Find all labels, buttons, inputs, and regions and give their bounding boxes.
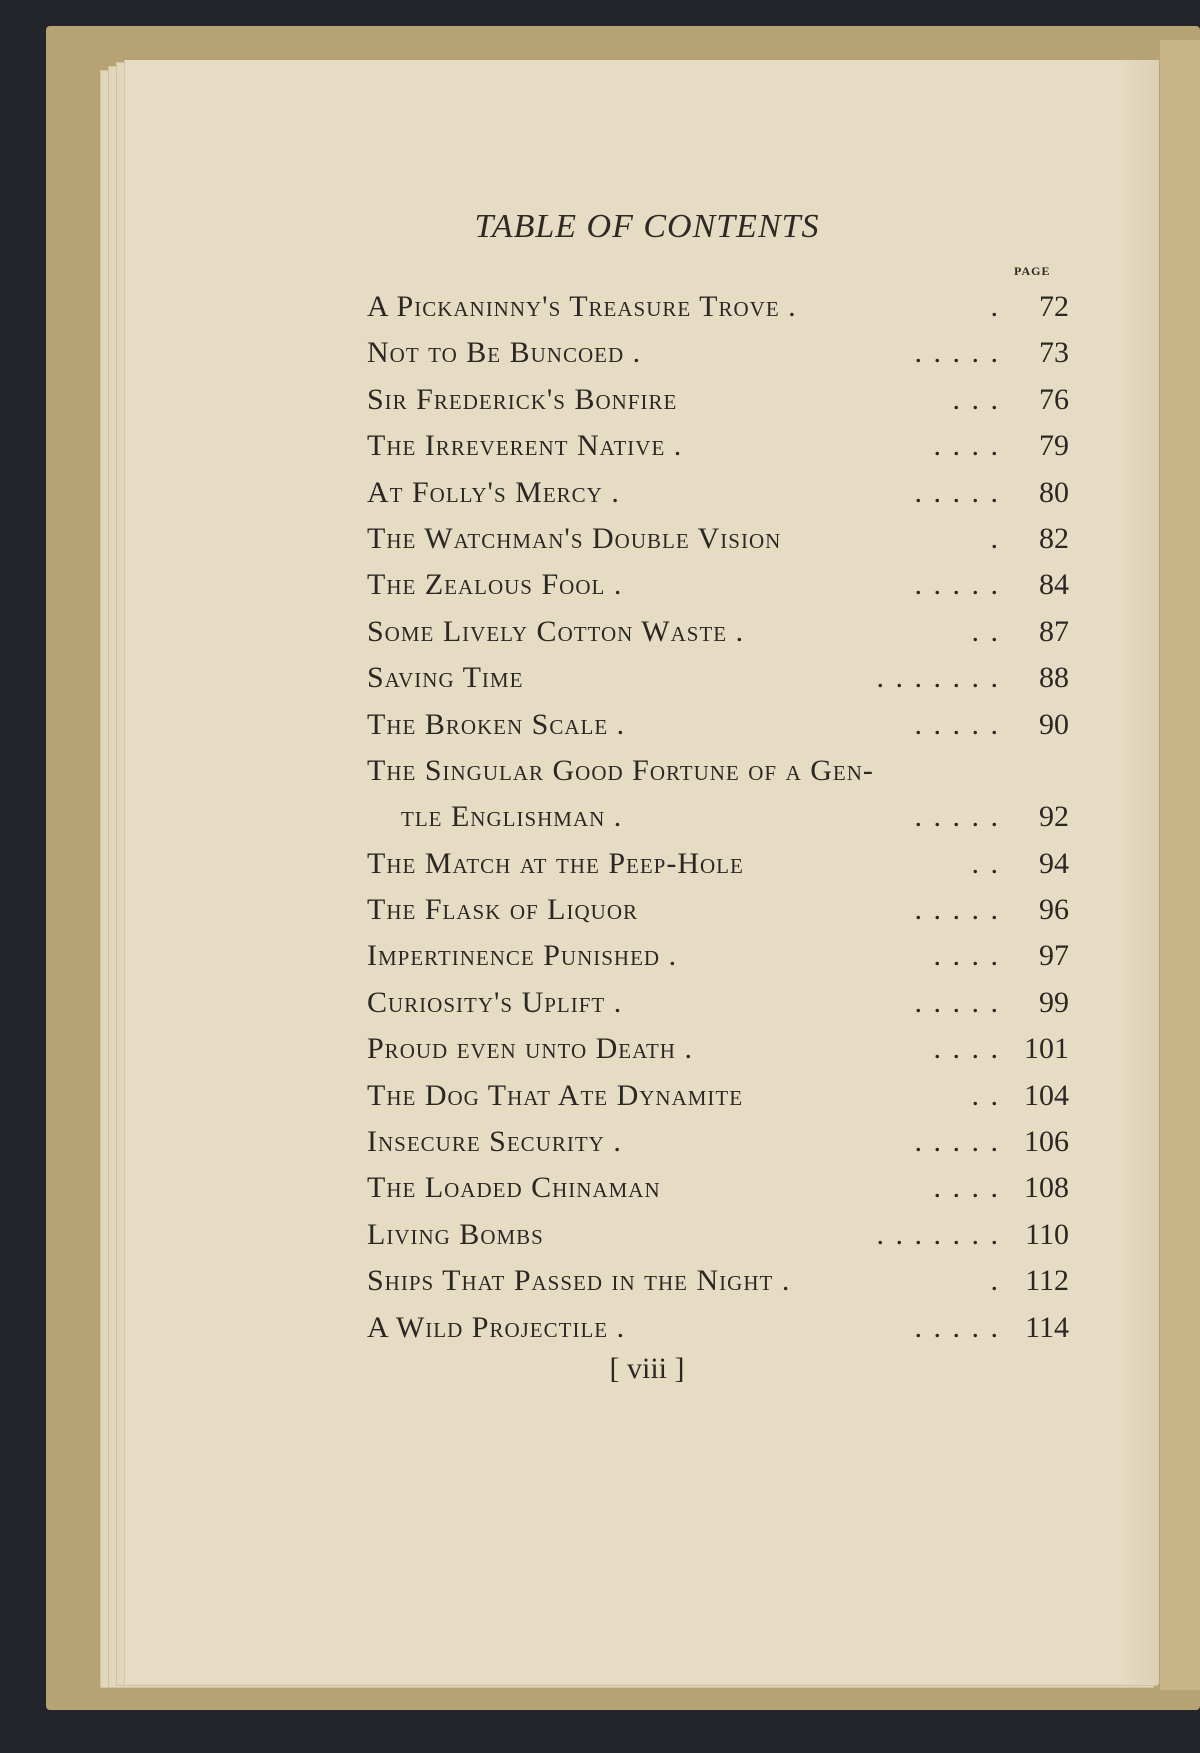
toc-entry: [125, 748, 1159, 794]
leader-dots: . .: [971, 614, 1000, 648]
entry-title: Some Lively Cotton Waste .: [367, 614, 745, 648]
entry-title: Sir Frederick's Bonfire: [367, 382, 678, 416]
toc-entry: [125, 423, 1159, 469]
toc-entry: [125, 841, 1159, 887]
toc-entry: [125, 1165, 1159, 1211]
leader-dots: . . . .: [933, 429, 1000, 463]
leader-dots: . . . .: [933, 1032, 1000, 1066]
entry-title: Saving Time: [367, 661, 524, 695]
entry-title: At Folly's Mercy .: [367, 475, 620, 509]
entry-title: The Dog That Ate Dynamite: [367, 1078, 744, 1112]
entry-page: 73: [1039, 336, 1069, 370]
entry-title: Ships That Passed in the Night .: [367, 1264, 791, 1298]
toc-entry: [125, 284, 1159, 330]
entry-title: tle Englishman .: [401, 800, 623, 834]
leader-dots: . . . . .: [914, 568, 1000, 602]
entry-page: 108: [1024, 1171, 1069, 1205]
toc-entry: [125, 980, 1159, 1026]
leader-dots: .: [990, 1264, 1000, 1298]
toc-entry: [125, 562, 1159, 608]
leader-dots: . . . . . . .: [876, 661, 1000, 695]
toc-entry: [125, 933, 1159, 979]
leader-dots: . . . .: [933, 1171, 1000, 1205]
entry-title: The Singular Good Fortune of a Gen-: [367, 753, 874, 787]
entry-page: 106: [1024, 1125, 1069, 1159]
entry-page: 82: [1039, 521, 1069, 555]
entry-title: Living Bombs: [367, 1217, 544, 1251]
leader-dots: . . .: [952, 382, 1000, 416]
toc-entry: [125, 1305, 1159, 1351]
leader-dots: . .: [971, 1078, 1000, 1112]
page-column-label: PAGE: [1014, 264, 1051, 278]
leader-dots: . . . . .: [914, 893, 1000, 927]
toc-entry: [125, 516, 1159, 562]
entry-page: 87: [1039, 614, 1069, 648]
entry-page: 90: [1039, 707, 1069, 741]
entry-title: The Loaded Chinaman: [367, 1171, 661, 1205]
toc-entry: [125, 887, 1159, 933]
toc-entry: [125, 330, 1159, 376]
leader-dots: . . . . . . .: [876, 1217, 1000, 1251]
toc-list: [125, 284, 1159, 1351]
leader-dots: . . . . .: [914, 985, 1000, 1019]
entry-page: 112: [1025, 1264, 1069, 1298]
entry-page: 88: [1039, 661, 1069, 695]
entry-title: Impertinence Punished .: [367, 939, 678, 973]
entry-title: A Pickaninny's Treasure Trove .: [367, 290, 797, 323]
toc-entry: [125, 1119, 1159, 1165]
entry-title: The Zealous Fool .: [367, 568, 623, 602]
leader-dots: . . . . .: [914, 707, 1000, 741]
leader-dots: .: [990, 521, 1000, 555]
toc-entry: [125, 1026, 1159, 1072]
entry-title: The Match at the Peep-Hole: [367, 846, 744, 880]
entry-title: The Broken Scale .: [367, 707, 626, 741]
facing-page-edge: [1160, 40, 1200, 1690]
page-heading: TABLE OF CONTENTS: [474, 208, 820, 245]
entry-page: 114: [1025, 1310, 1069, 1344]
entry-page: 92: [1039, 800, 1069, 834]
toc-entry: [125, 1212, 1159, 1258]
toc-entry: [125, 1073, 1159, 1119]
leader-dots: . . . . .: [914, 1125, 1000, 1159]
entry-page: 96: [1039, 893, 1069, 927]
page-folio: [ viii ]: [609, 1352, 685, 1385]
entry-page: 79: [1039, 429, 1069, 463]
leader-dots: . .: [971, 846, 1000, 880]
entry-page: 99: [1039, 985, 1069, 1019]
leader-dots: .: [990, 290, 1000, 323]
entry-title: The Flask of Liquor: [367, 893, 639, 927]
toc-entry: [125, 655, 1159, 701]
leader-dots: . . . . .: [914, 336, 1000, 370]
entry-title: The Watchman's Double Vision: [367, 521, 782, 555]
leader-dots: . . . .: [933, 939, 1000, 973]
entry-title: A Wild Projectile .: [367, 1310, 626, 1344]
book-page: [124, 60, 1159, 1684]
entry-title: The Irreverent Native .: [367, 429, 683, 463]
toc-entry: [125, 702, 1159, 748]
entry-page: 72: [1039, 290, 1069, 323]
entry-title: Proud even unto Death .: [367, 1032, 693, 1066]
toc-entry: [125, 377, 1159, 423]
entry-page: 101: [1024, 1032, 1069, 1066]
toc-entry: [125, 609, 1159, 655]
entry-page: 94: [1039, 846, 1069, 880]
entry-page: 76: [1039, 382, 1069, 416]
entry-page: 110: [1025, 1217, 1069, 1251]
leader-dots: . . . . .: [914, 475, 1000, 509]
entry-page: 84: [1039, 568, 1069, 602]
entry-page: 104: [1024, 1078, 1069, 1112]
toc-entry: [125, 1258, 1159, 1304]
entry-title: Not to Be Buncoed .: [367, 336, 642, 370]
entry-title: Insecure Security .: [367, 1125, 622, 1159]
entry-page: 97: [1039, 939, 1069, 973]
entry-page: 80: [1039, 475, 1069, 509]
toc-entry: [125, 470, 1159, 516]
leader-dots: . . . . .: [914, 800, 1000, 834]
toc-entry: [125, 794, 1159, 840]
leader-dots: . . . . .: [914, 1310, 1000, 1344]
entry-title: Curiosity's Uplift .: [367, 985, 623, 1019]
